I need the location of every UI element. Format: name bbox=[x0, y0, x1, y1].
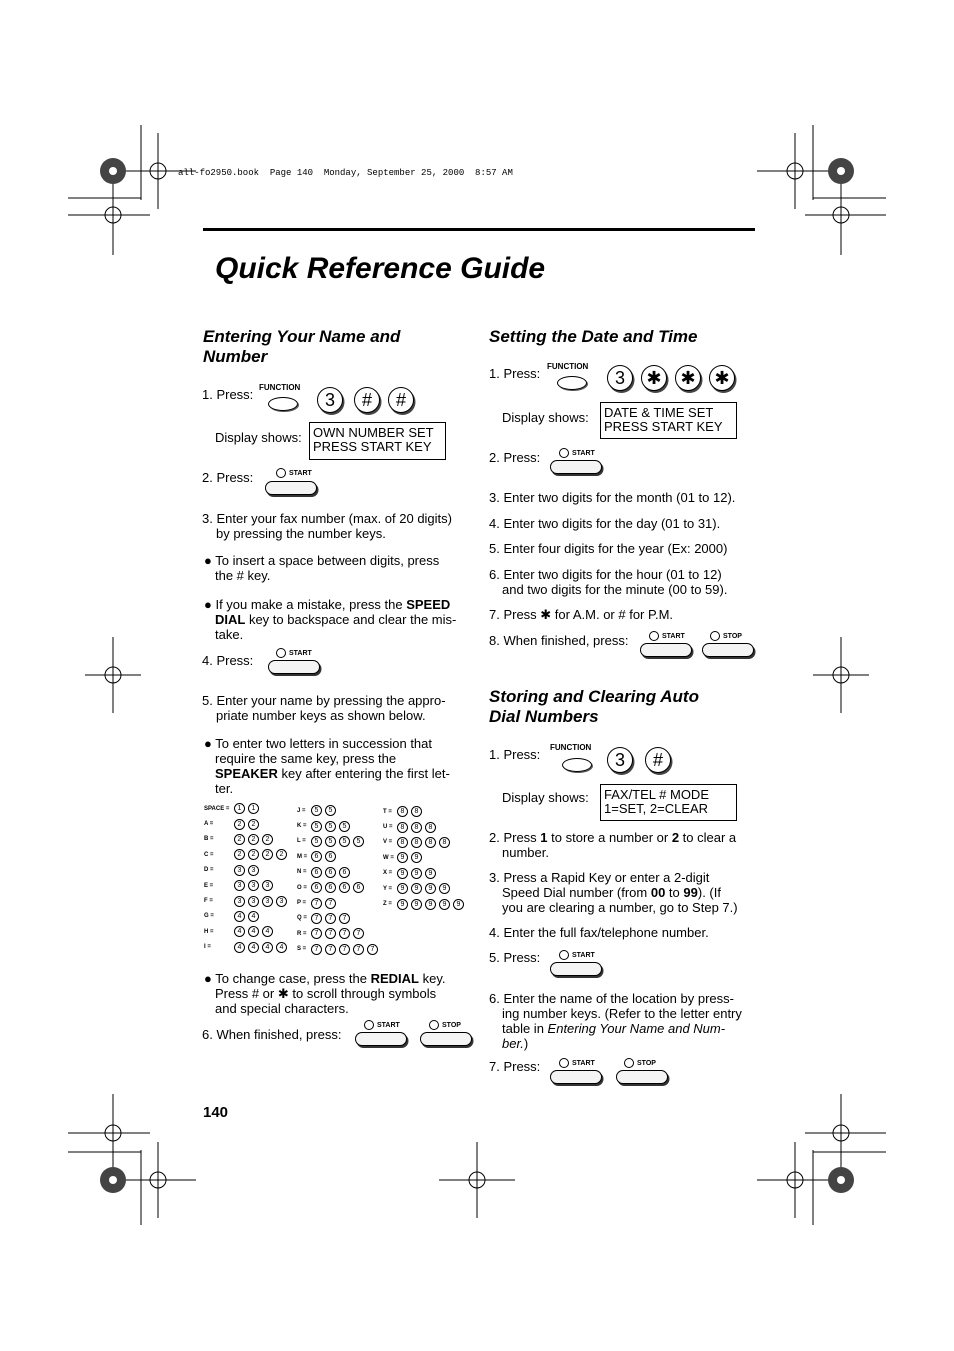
letter-label: N = bbox=[297, 869, 307, 876]
letter-table-row bbox=[383, 804, 467, 819]
step-3 bbox=[489, 870, 738, 915]
text: ). (If bbox=[697, 885, 721, 900]
letter-table-col-3 bbox=[383, 804, 467, 912]
small-key: 2 bbox=[248, 819, 259, 830]
letter-table-row bbox=[383, 881, 467, 896]
start-icon bbox=[559, 448, 569, 458]
letter-label: Z = bbox=[383, 901, 392, 908]
step-5: 5. Enter four digits for the year (Ex: 2000) bbox=[489, 541, 728, 556]
page-number: 140 bbox=[203, 1104, 229, 1121]
letter-table-row bbox=[204, 909, 290, 924]
letter-table-row bbox=[297, 880, 381, 895]
small-key: 8 bbox=[411, 822, 422, 833]
small-key: 4 bbox=[248, 926, 259, 937]
letter-label: X = bbox=[383, 870, 393, 877]
letter-label: L = bbox=[297, 838, 306, 845]
start-label bbox=[559, 448, 595, 458]
text: If you make a mistake, press the bbox=[215, 597, 407, 612]
letter-table-col-1 bbox=[204, 801, 290, 955]
letter-table-row bbox=[297, 834, 381, 849]
letter-label: Q = bbox=[297, 915, 307, 922]
text-line: by pressing the number keys. bbox=[216, 526, 386, 541]
small-key: 6 bbox=[311, 851, 322, 862]
text: to bbox=[665, 885, 684, 900]
text-bold: SPEAKER bbox=[215, 766, 278, 781]
small-key: 7 bbox=[339, 928, 350, 939]
small-key: 2 bbox=[234, 849, 245, 860]
letter-table-row bbox=[383, 866, 467, 881]
letter-table-row bbox=[204, 893, 290, 908]
small-key: 7 bbox=[311, 928, 322, 939]
letter-label: T = bbox=[383, 808, 392, 815]
small-key: 9 bbox=[397, 899, 408, 910]
text-line: take. bbox=[215, 627, 244, 642]
start-button[interactable] bbox=[355, 1032, 407, 1046]
letter-label: U = bbox=[383, 824, 393, 831]
letter-table-row bbox=[297, 895, 381, 910]
small-key: 7 bbox=[311, 898, 322, 909]
letter-label: G = bbox=[204, 913, 214, 920]
small-key: 9 bbox=[397, 852, 408, 863]
text: table in bbox=[502, 1021, 548, 1036]
text-line: 3. Press a Rapid Key or enter a 2-digit bbox=[489, 870, 710, 885]
start-label bbox=[559, 1058, 595, 1068]
key-3[interactable]: 3 bbox=[607, 747, 633, 773]
letter-table-row bbox=[204, 801, 290, 816]
stop-button[interactable] bbox=[616, 1070, 668, 1084]
text-italic: Entering Your Name and Num- bbox=[547, 1021, 726, 1036]
start-label bbox=[559, 950, 595, 960]
display-line: OWN NUMBER SET bbox=[313, 425, 434, 440]
section-heading-date-time: Setting the Date and Time bbox=[489, 327, 698, 346]
start-label bbox=[364, 1020, 400, 1030]
small-key: 9 bbox=[411, 883, 422, 894]
start-text: START bbox=[289, 649, 312, 657]
title-rule bbox=[203, 228, 755, 231]
small-key: 2 bbox=[234, 819, 245, 830]
text-line: require the same key, press the bbox=[215, 751, 397, 766]
step-7: 7. Press ✱ for A.M. or # for P.M. bbox=[489, 607, 674, 622]
letter-table-row bbox=[297, 803, 381, 818]
section-heading-name-number bbox=[203, 327, 400, 367]
letter-label: R = bbox=[297, 930, 307, 937]
start-icon bbox=[559, 950, 569, 960]
bullet-two-letters: ● To enter two letters in succession that require the same key, press the SPEAKER key after entering the first let- ter. bbox=[204, 736, 450, 796]
start-label bbox=[649, 631, 685, 641]
small-key: 4 bbox=[234, 942, 245, 953]
text: 2. Press bbox=[489, 830, 541, 845]
key-hash[interactable]: # bbox=[388, 387, 414, 413]
small-key: 4 bbox=[262, 926, 273, 937]
small-key: 9 bbox=[397, 868, 408, 879]
start-button[interactable] bbox=[550, 1070, 602, 1084]
letter-label: P = bbox=[297, 900, 307, 907]
small-key: 4 bbox=[262, 942, 273, 953]
small-key: 4 bbox=[234, 911, 245, 922]
text-line: 5. Enter your name by pressing the appro- bbox=[202, 693, 446, 708]
letter-label: V = bbox=[383, 839, 393, 846]
small-key: 8 bbox=[439, 837, 450, 848]
text-line: and two digits for the minute (00 to 59). bbox=[502, 582, 728, 597]
letter-table-row bbox=[204, 940, 290, 955]
start-text: START bbox=[662, 632, 685, 640]
stop-button[interactable] bbox=[702, 643, 754, 657]
small-key: 2 bbox=[262, 849, 273, 860]
stop-label bbox=[624, 1058, 656, 1068]
display-shows-label: Display shows: bbox=[215, 430, 302, 445]
small-key: 8 bbox=[397, 822, 408, 833]
small-key: 2 bbox=[262, 834, 273, 845]
key-3[interactable]: 3 bbox=[607, 365, 633, 391]
small-key: 2 bbox=[248, 834, 259, 845]
letter-table-row bbox=[383, 819, 467, 834]
small-key: 9 bbox=[439, 883, 450, 894]
step-4: 4. Enter the full fax/telephone number. bbox=[489, 925, 709, 940]
text-line: 6. Enter the name of the location by press- bbox=[489, 991, 734, 1006]
key-hash[interactable]: # bbox=[645, 747, 671, 773]
page-title: Quick Reference Guide bbox=[215, 252, 546, 285]
letter-label: D = bbox=[204, 867, 214, 874]
function-label: FUNCTION bbox=[547, 362, 589, 371]
small-key: 6 bbox=[339, 867, 350, 878]
letter-label: F = bbox=[204, 898, 213, 905]
small-key: 2 bbox=[276, 849, 287, 860]
small-key: 8 bbox=[411, 837, 422, 848]
text: To change case, press the bbox=[215, 971, 371, 986]
letter-table-row bbox=[297, 926, 381, 941]
lcd-display bbox=[309, 422, 446, 460]
small-key: 9 bbox=[453, 899, 464, 910]
text-line: you are clearing a number, go to Step 7.) bbox=[502, 900, 738, 915]
small-key: 9 bbox=[439, 899, 450, 910]
small-key: 1 bbox=[234, 803, 245, 814]
small-key: 6 bbox=[311, 867, 322, 878]
text-bold: 99 bbox=[683, 885, 698, 900]
small-key: 8 bbox=[425, 822, 436, 833]
small-key: 5 bbox=[325, 836, 336, 847]
text-italic: ber. bbox=[502, 1036, 524, 1051]
letter-table-row bbox=[383, 835, 467, 850]
text-bold: SPEED bbox=[406, 597, 451, 612]
small-key: 3 bbox=[234, 880, 245, 891]
text: key to backspace and clear the mis- bbox=[245, 612, 457, 627]
display-line: DATE & TIME SET bbox=[604, 405, 714, 420]
function-key[interactable] bbox=[557, 376, 587, 390]
text-line: To insert a space between digits, press bbox=[215, 553, 440, 568]
heading-line: Storing and Clearing Auto bbox=[489, 687, 699, 706]
letter-label: M = bbox=[297, 853, 308, 860]
start-button[interactable] bbox=[550, 962, 602, 976]
small-key: 7 bbox=[353, 944, 364, 955]
text-line: To enter two letters in succession that bbox=[215, 736, 433, 751]
small-key: 3 bbox=[248, 865, 259, 876]
step-1: 1. Press: bbox=[202, 387, 254, 402]
start-text: START bbox=[289, 469, 312, 477]
letter-table-row bbox=[297, 849, 381, 864]
small-key: 6 bbox=[339, 882, 350, 893]
start-icon bbox=[649, 631, 659, 641]
text-line: ing number keys. (Refer to the letter entry bbox=[502, 1006, 742, 1021]
small-key: 7 bbox=[311, 944, 322, 955]
display-shows-label: Display shows: bbox=[502, 410, 589, 425]
letter-table-row bbox=[204, 924, 290, 939]
letter-label: H = bbox=[204, 928, 214, 935]
small-key: 9 bbox=[397, 883, 408, 894]
letter-label: O = bbox=[297, 884, 307, 891]
start-button[interactable] bbox=[550, 460, 602, 474]
start-icon bbox=[276, 468, 286, 478]
function-label: FUNCTION bbox=[259, 383, 301, 392]
start-icon bbox=[276, 648, 286, 658]
letter-label: I = bbox=[204, 944, 211, 951]
step-2: 2. Press: bbox=[202, 470, 254, 485]
lcd-display bbox=[600, 784, 737, 821]
start-button[interactable] bbox=[268, 660, 320, 674]
small-key: 3 bbox=[234, 896, 245, 907]
stop-button[interactable] bbox=[420, 1032, 472, 1046]
small-key: 5 bbox=[325, 805, 336, 816]
stop-text: STOP bbox=[442, 1021, 461, 1029]
small-key: 4 bbox=[234, 926, 245, 937]
start-text: START bbox=[572, 449, 595, 457]
step-3 bbox=[202, 511, 452, 541]
step-2: 2. Press: bbox=[489, 450, 541, 465]
letter-label: S = bbox=[297, 946, 307, 953]
start-icon bbox=[559, 1058, 569, 1068]
text-line: number. bbox=[502, 845, 549, 860]
key-3[interactable]: 3 bbox=[317, 387, 343, 413]
function-key[interactable] bbox=[268, 397, 298, 411]
letter-table-row bbox=[204, 832, 290, 847]
text-bold: 1 bbox=[540, 830, 548, 845]
small-key: 4 bbox=[248, 911, 259, 922]
small-key: 8 bbox=[411, 806, 422, 817]
small-key: 7 bbox=[311, 913, 322, 924]
small-key: 9 bbox=[425, 868, 436, 879]
small-key: 3 bbox=[262, 896, 273, 907]
key-star[interactable]: ✱ bbox=[709, 365, 735, 391]
small-key: 4 bbox=[248, 942, 259, 953]
step-3: 3. Enter two digits for the month (01 to 12). bbox=[489, 490, 736, 505]
stop-icon bbox=[710, 631, 720, 641]
letter-label: Y = bbox=[383, 885, 393, 892]
text-bold: 00 bbox=[650, 885, 666, 900]
step-1: 1. Press: bbox=[489, 747, 541, 762]
text: to clear a bbox=[679, 830, 737, 845]
display-line: FAX/TEL # MODE bbox=[604, 787, 709, 802]
small-key: 9 bbox=[411, 899, 422, 910]
key-star[interactable]: ✱ bbox=[675, 365, 701, 391]
bullet-space: ● To insert a space between digits, press the # key. bbox=[204, 553, 440, 583]
small-key: 3 bbox=[248, 880, 259, 891]
start-button[interactable] bbox=[640, 643, 692, 657]
step-1: 1. Press: bbox=[489, 366, 541, 381]
step-6: 6. When finished, press: bbox=[202, 1027, 342, 1042]
letter-table-row bbox=[383, 850, 467, 865]
small-key: 5 bbox=[339, 836, 350, 847]
small-key: 4 bbox=[276, 942, 287, 953]
small-key: 7 bbox=[325, 898, 336, 909]
small-key: 5 bbox=[325, 821, 336, 832]
step-4: 4. Enter two digits for the day (01 to 31). bbox=[489, 516, 721, 531]
step-6 bbox=[489, 991, 742, 1051]
text-line: 6. Enter two digits for the hour (01 to 12) bbox=[489, 567, 722, 582]
small-key: 8 bbox=[397, 806, 408, 817]
print-header: all-fo2950.book Page 140 Monday, September 25, 2000 8:57 AM bbox=[178, 168, 513, 178]
start-text: START bbox=[377, 1021, 400, 1029]
letter-table-row bbox=[297, 818, 381, 833]
small-key: 2 bbox=[248, 849, 259, 860]
step-2 bbox=[489, 830, 736, 860]
small-key: 5 bbox=[353, 836, 364, 847]
small-key: 6 bbox=[325, 851, 336, 862]
text: key after entering the first let- bbox=[277, 766, 450, 781]
stop-text: STOP bbox=[723, 632, 742, 640]
letter-table-row bbox=[204, 863, 290, 878]
start-icon bbox=[364, 1020, 374, 1030]
letter-table-row bbox=[204, 878, 290, 893]
text-bold: 2 bbox=[671, 830, 680, 845]
letter-label: W = bbox=[383, 854, 394, 861]
letter-label: E = bbox=[204, 882, 214, 889]
display-line: 1=SET, 2=CLEAR bbox=[604, 801, 709, 816]
function-key[interactable] bbox=[562, 758, 592, 772]
small-key: 5 bbox=[311, 805, 322, 816]
display-line: PRESS START KEY bbox=[604, 419, 723, 434]
stop-icon bbox=[429, 1020, 439, 1030]
letter-label: SPACE = bbox=[204, 805, 230, 812]
small-key: 7 bbox=[325, 913, 336, 924]
small-key: 9 bbox=[411, 868, 422, 879]
stop-text: STOP bbox=[637, 1059, 656, 1067]
text-line: the # key. bbox=[215, 568, 271, 583]
small-key: 9 bbox=[425, 899, 436, 910]
small-key: 7 bbox=[367, 944, 378, 955]
small-key: 7 bbox=[339, 944, 350, 955]
start-label bbox=[276, 468, 312, 478]
small-key: 3 bbox=[248, 896, 259, 907]
key-hash[interactable]: # bbox=[354, 387, 380, 413]
small-key: 9 bbox=[411, 852, 422, 863]
start-text: START bbox=[572, 951, 595, 959]
lcd-display bbox=[600, 402, 737, 439]
text-bold: DIAL bbox=[215, 612, 246, 627]
text: ) bbox=[523, 1036, 529, 1051]
start-button[interactable] bbox=[265, 481, 317, 495]
text-line: ter. bbox=[215, 781, 234, 796]
step-4: 4. Press: bbox=[202, 653, 254, 668]
stop-label bbox=[710, 631, 742, 641]
letter-table-row bbox=[204, 847, 290, 862]
small-key: 6 bbox=[325, 867, 336, 878]
step-6 bbox=[489, 567, 727, 597]
display-shows-label: Display shows: bbox=[502, 790, 589, 805]
text: Speed Dial number (from bbox=[502, 885, 651, 900]
small-key: 2 bbox=[234, 834, 245, 845]
letter-label: J = bbox=[297, 807, 306, 814]
small-key: 5 bbox=[311, 821, 322, 832]
text: to store a number or bbox=[547, 830, 672, 845]
small-key: 1 bbox=[248, 803, 259, 814]
letter-table-row bbox=[297, 942, 381, 957]
start-text: START bbox=[572, 1059, 595, 1067]
text-line: 3. Enter your fax number (max. of 20 digits) bbox=[202, 511, 452, 526]
small-key: 5 bbox=[339, 821, 350, 832]
heading-line: Entering Your Name and bbox=[203, 327, 401, 346]
display-line: PRESS START KEY bbox=[313, 439, 432, 454]
letter-label: A = bbox=[204, 821, 214, 828]
bullet-mistake: ● If you make a mistake, press the SPEED DIAL key to backspace and clear the mis- take. bbox=[204, 597, 457, 642]
stop-icon bbox=[624, 1058, 634, 1068]
text-bold: REDIAL bbox=[370, 971, 419, 986]
step-5 bbox=[202, 693, 446, 723]
small-key: 8 bbox=[397, 837, 408, 848]
heading-line: Dial Numbers bbox=[489, 707, 599, 726]
letter-table-col-2 bbox=[297, 803, 381, 957]
bullet-change-case: ● To change case, press the REDIAL key. Press # or ✱ to scroll through symbols and special characters. bbox=[204, 971, 446, 1016]
start-label bbox=[276, 648, 312, 658]
step-7: 7. Press: bbox=[489, 1059, 541, 1074]
small-key: 3 bbox=[276, 896, 287, 907]
step-5: 5. Press: bbox=[489, 950, 541, 965]
letter-table-row bbox=[297, 865, 381, 880]
letter-table-row bbox=[383, 896, 467, 911]
key-star[interactable]: ✱ bbox=[641, 365, 667, 391]
small-key: 7 bbox=[339, 913, 350, 924]
small-key: 3 bbox=[262, 880, 273, 891]
step-8: 8. When finished, press: bbox=[489, 633, 629, 648]
small-key: 7 bbox=[325, 944, 336, 955]
letter-table-row bbox=[204, 816, 290, 831]
small-key: 6 bbox=[325, 882, 336, 893]
function-label: FUNCTION bbox=[550, 743, 592, 752]
small-key: 6 bbox=[353, 882, 364, 893]
text-line: priate number keys as shown below. bbox=[216, 708, 426, 723]
letter-label: B = bbox=[204, 836, 214, 843]
small-key: 9 bbox=[425, 883, 436, 894]
letter-label: K = bbox=[297, 823, 307, 830]
small-key: 7 bbox=[353, 928, 364, 939]
small-key: 7 bbox=[325, 928, 336, 939]
letter-table-row bbox=[297, 911, 381, 926]
heading-line: Number bbox=[203, 347, 268, 366]
text-line: Press # or ✱ to scroll through symbols bbox=[215, 986, 437, 1001]
letter-label: C = bbox=[204, 851, 214, 858]
stop-label bbox=[429, 1020, 461, 1030]
small-key: 3 bbox=[234, 865, 245, 876]
text: key. bbox=[419, 971, 446, 986]
small-key: 5 bbox=[311, 836, 322, 847]
section-heading-auto-dial bbox=[489, 687, 699, 727]
text-line: and special characters. bbox=[215, 1001, 349, 1016]
small-key: 6 bbox=[311, 882, 322, 893]
small-key: 8 bbox=[425, 837, 436, 848]
